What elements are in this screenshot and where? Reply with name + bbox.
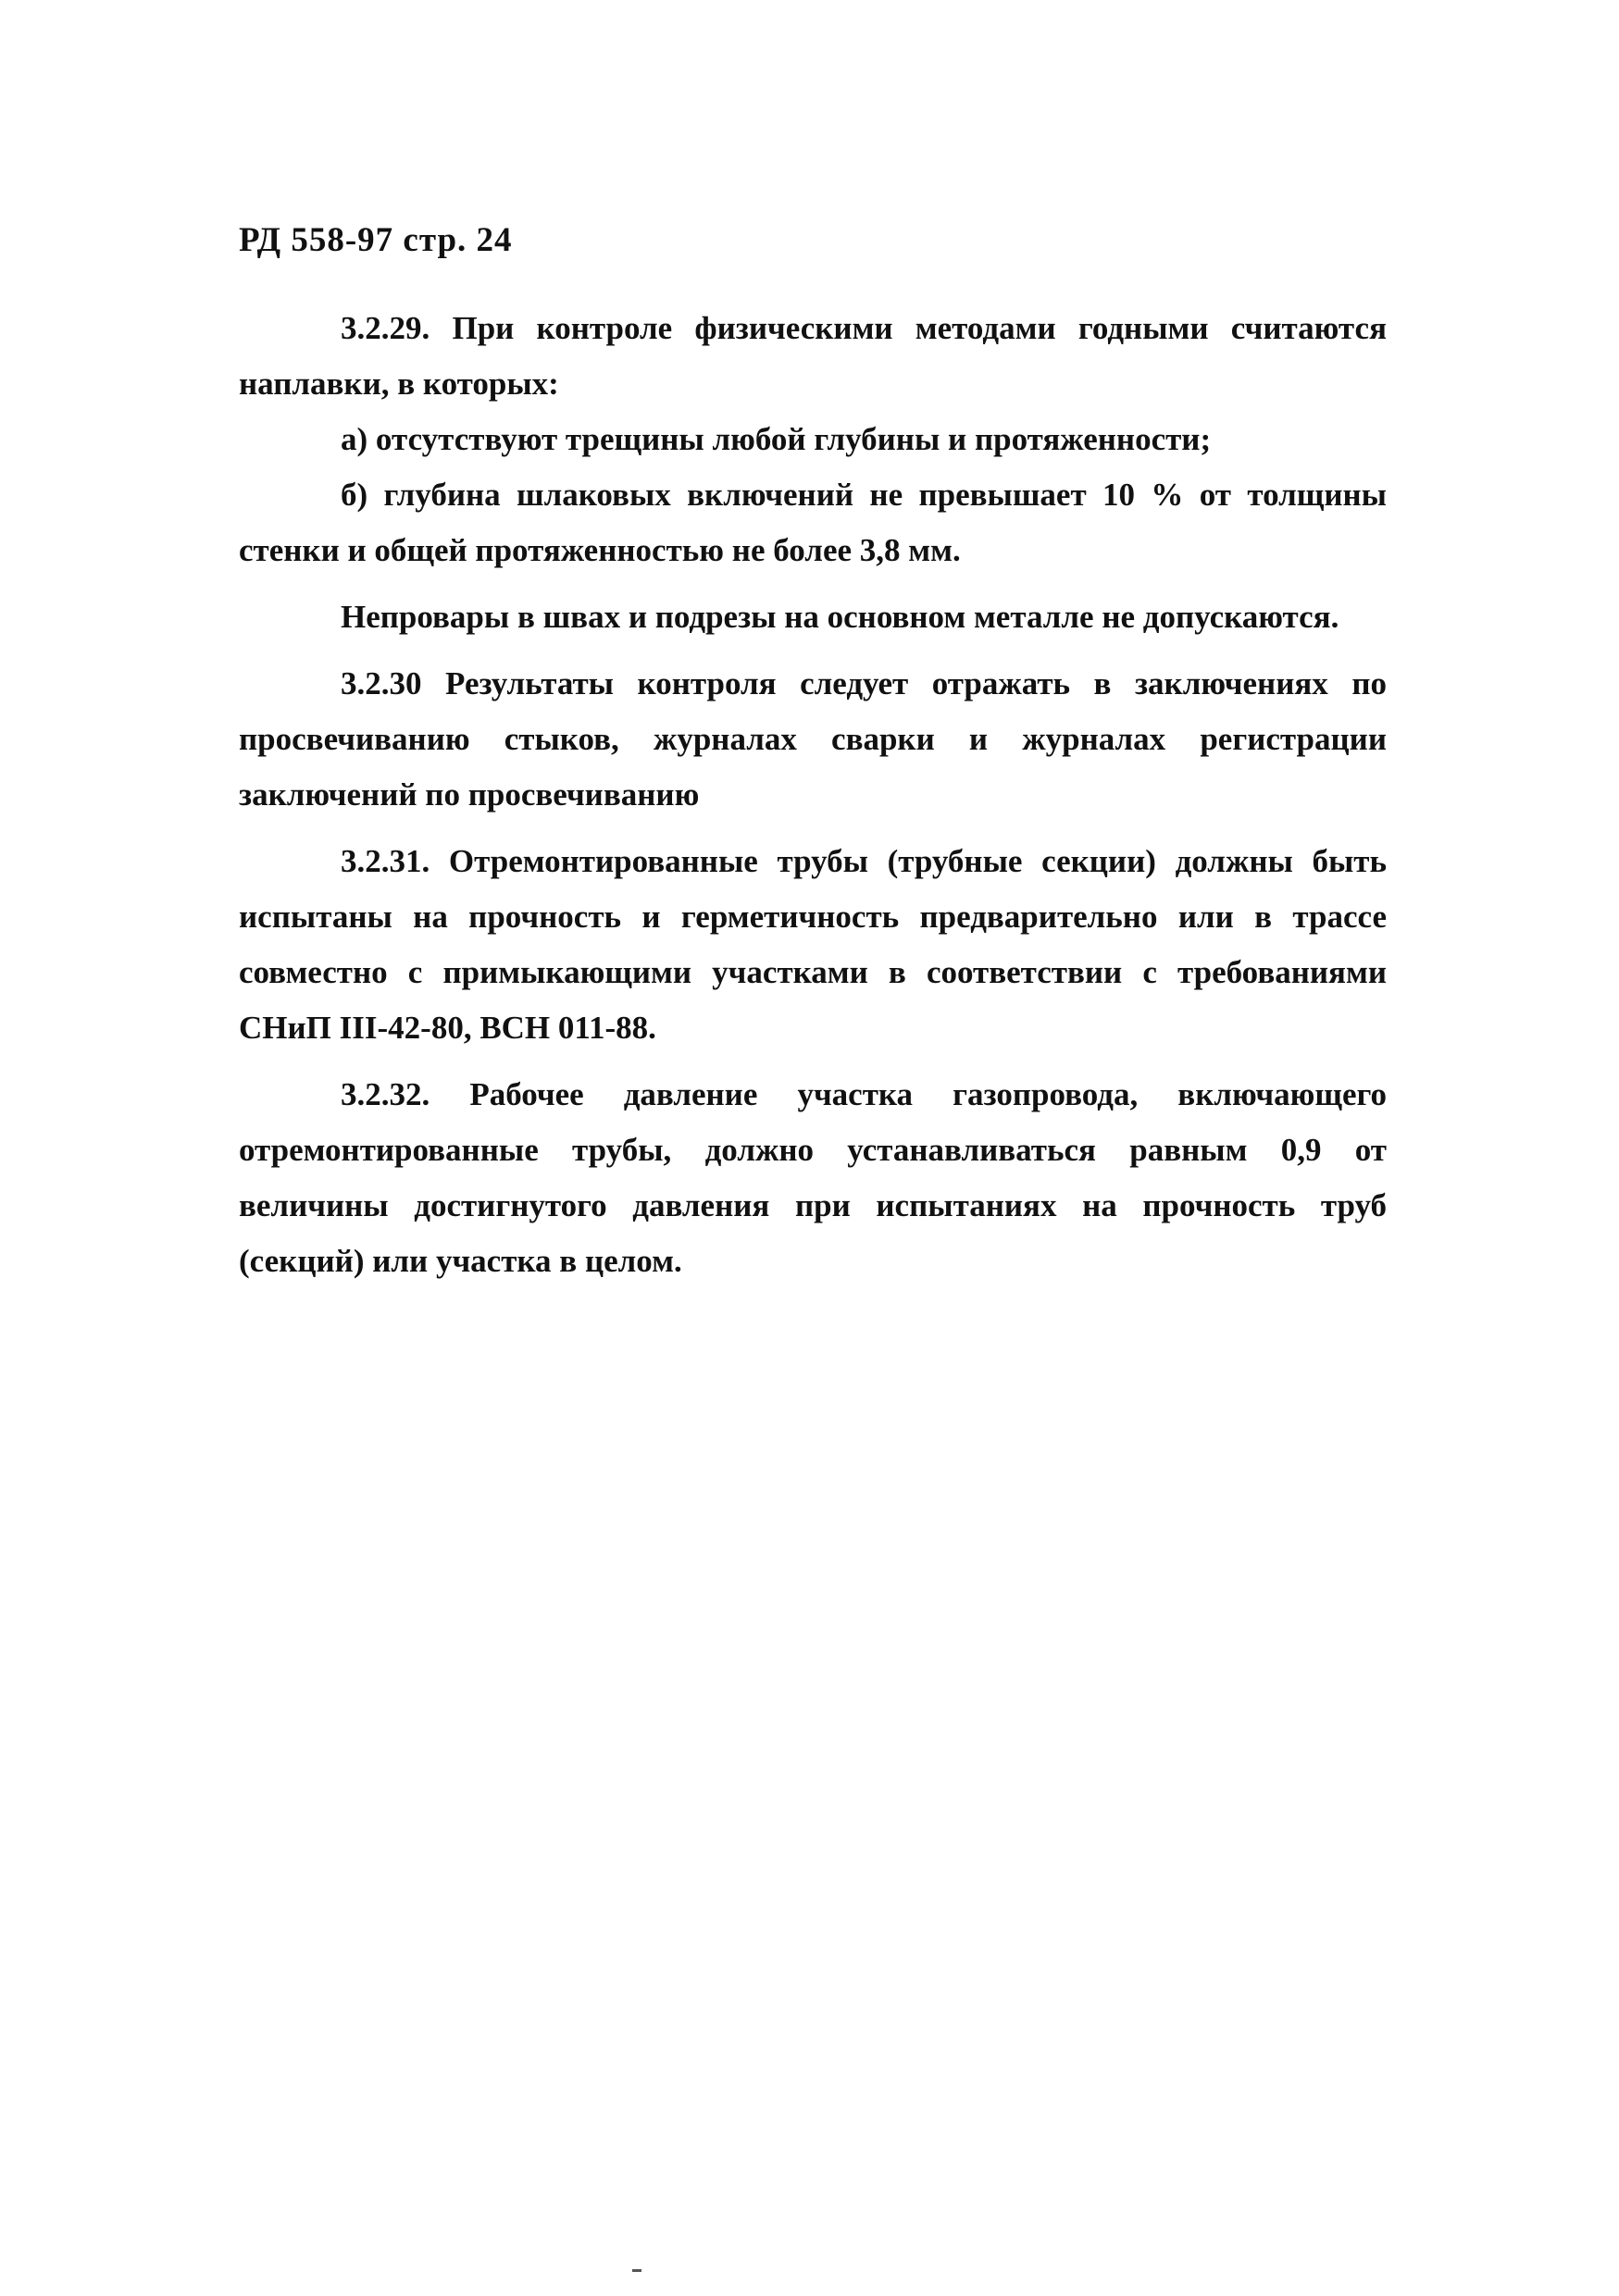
page-header: РД 558-97 стр. 24: [239, 221, 513, 259]
document-body: [239, 301, 1387, 1289]
paragraph-3-2-30: 3.2.30 Результаты контроля следует отражать в заключениях по просвечиванию стыков, журналах сварки и журналах регистрации заключений по просвечиванию: [239, 665, 1387, 813]
list-item-b: б) глубина шлаковых включений не превышает 10 % от толщины стенки и общей протяженностью не более 3,8 мм.: [239, 477, 1387, 568]
paragraph-3-2-31: 3.2.31. Отремонтированные трубы (трубные секции) должны быть испытаны на прочность и герметичность предварительно или в трассе совместно с примыкающими участками в соответствии с требованиями СНиП III-42-80, ВСН 011-88.: [239, 843, 1387, 1046]
footer-mark: [632, 2269, 641, 2272]
paragraph-nonfusion: Непровары в швах и подрезы на основном металле не допускаются.: [341, 599, 1339, 635]
paragraph-3-2-32: 3.2.32. Рабочее давление участка газопровода, включающего отремонтированные трубы, должно устанавливаться равным 0,9 от величины достигнутого давления при испытаниях на прочность труб (секций) или участка в целом.: [239, 1076, 1387, 1279]
list-item-a: а) отсутствуют трещины любой глубины и протяженности;: [341, 421, 1212, 457]
paragraph-3-2-29: 3.2.29. При контроле физическими методами годными считаются наплавки, в которых:: [239, 310, 1387, 402]
